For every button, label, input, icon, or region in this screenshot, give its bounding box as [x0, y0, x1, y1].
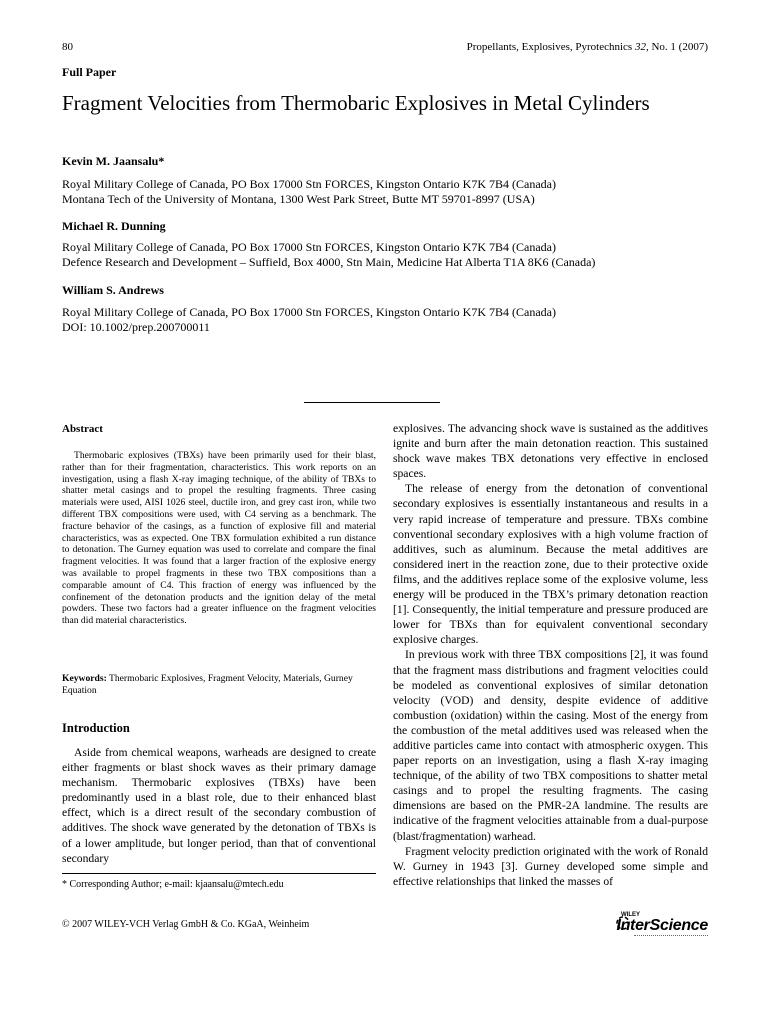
footnote: * Corresponding Author; e-mail: kjaansalu@mtech.edu	[62, 879, 284, 890]
keywords	[62, 673, 376, 697]
keywords-label: Keywords:	[62, 673, 107, 684]
right-column-body	[393, 421, 708, 889]
introduction-heading: Introduction	[62, 721, 130, 735]
affiliation-line: Royal Military College of Canada, PO Box 17000 Stn FORCES, Kingston Ontario K7K 7B4 (Canada)	[62, 177, 556, 191]
introduction-body	[62, 745, 376, 866]
author-name: Michael R. Dunning	[62, 219, 166, 233]
affiliation-line: Montana Tech of the University of Montana, 1300 West Park Street, Butte MT 59701-8997 (USA)	[62, 192, 535, 206]
paper-title: Fragment Velocities from Thermobaric Explosives in Metal Cylinders	[62, 91, 650, 115]
copyright-notice: © 2007 WILEY-VCH Verlag GmbH & Co. KGaA, Weinheim	[62, 919, 310, 930]
journal-issue: , No. 1 (2007)	[645, 41, 708, 53]
author-name: William S. Andrews	[62, 283, 164, 297]
body-paragraph: explosives. The advancing shock wave is sustained as the additives ignite and burn after the main detonation reaction. This sustained shock wave makes TBX detonations very effective in enclosed spaces.	[393, 422, 708, 481]
author-affiliations	[62, 177, 722, 207]
section-divider	[304, 402, 440, 403]
abstract-body	[62, 450, 376, 627]
page-number: 80	[62, 41, 73, 53]
body-paragraph: Fragment velocity prediction originated with the work of Ronald W. Gurney in 1943 [3]. Gurney developed some simple and effective relationships that linked the masses of	[393, 844, 708, 888]
affiliation-line: Defence Research and Development – Suffield, Box 4000, Stn Main, Medicine Hat Alberta T1A 8K6 (Canada)	[62, 255, 596, 269]
publisher-logo	[600, 912, 710, 942]
logo-brand-text: InterScience	[616, 917, 708, 934]
section-label: Full Paper	[62, 65, 117, 79]
affiliation-line: Royal Military College of Canada, PO Box 17000 Stn FORCES, Kingston Ontario K7K 7B4 (Canada)	[62, 305, 556, 319]
abstract-heading: Abstract	[62, 423, 103, 435]
body-paragraph: Aside from chemical weapons, warheads are designed to create either fragments or blast shock waves as their primary damage mechanism. Thermobaric explosives (TBXs) have been predominantly used in a blast role, due to their enhanced blast effect, which is a direct result of the secondary combustion of additives. The shock wave generated by the detonation of TBXs is of a lower amplitude, but longer period, than that of conventional secondary	[62, 746, 376, 865]
journal-volume: 32	[634, 41, 646, 53]
logo-tagline-rule	[634, 935, 708, 939]
affiliation-line: Royal Military College of Canada, PO Box 17000 Stn FORCES, Kingston Ontario K7K 7B4 (Canada)	[62, 240, 556, 254]
doi-line: DOI: 10.1002/prep.200700011	[62, 320, 210, 334]
author-affiliations	[62, 240, 722, 270]
abstract-text: Thermobaric explosives (TBXs) have been primarily used for their blast, rather than for their fragmentation, characteristics. This work reports on an investigation, using a flash X-ray imaging technique, of the ability of TBXs to shatter metal casings and to propel the resulting fragments. Three casing materials were used, AISI 1026 steel, ductile iron, and grey cast iron, while two different TBX compositions were used, with C4 serving as a benchmark. The fracture behavior of the casings, as a function of explosive fill and material characteristics, was as expected. One TBX formulation exhibited a run distance to detonation. The Gurney equation was used to correlate and compare the final fragment velocities. It was found that a larger fraction of the explosive energy was available to propel fragments in these two TBX compositions than a comparable amount of C4. This fraction of energy was influenced by the confinement of the detonation products and the ignition delay of the metal powders. These two factors had a greater influence on the fragment velocities than did material characteristics.	[62, 450, 376, 627]
author-name: Kevin M. Jaansalu*	[62, 154, 165, 168]
author-affiliations	[62, 305, 722, 335]
body-paragraph: The release of energy from the detonation of conventional secondary explosives is essentially instantaneous and results in a very rapid increase of temperature and pressure. TBXs combine conventional secondary explosives with a high volume fraction of additives, such as aluminum. Because the metal additives are considered inert in the reaction zone, due to their protective oxide films, and the additives replace some of the explosive volume, less energy will be produced in the TBX’s primary detonation reaction [1]. Consequently, the initial temperature and pressure produced are lower for TBXs than for equivalent conventional secondary explosive charges.	[393, 482, 708, 647]
logo-small-text: WILEY	[621, 912, 640, 918]
footnote-divider	[62, 873, 376, 874]
keywords-text: Thermobaric Explosives, Fragment Velocity, Materials, Gurney Equation	[62, 673, 353, 696]
journal-citation	[467, 41, 708, 53]
journal-name: Propellants, Explosives, Pyrotechnics	[466, 41, 635, 53]
body-paragraph: In previous work with three TBX compositions [2], it was found that the fragment mass distributions and fragment velocities could be modeled as conventional explosives of similar detonation velocity (VOD) and density, despite evidence of additive combustion (oxidation) within the casing. Most of the energy from the combustion of the metal additives used was released when the additive particles came into contact with atmospheric oxygen. This paper reports on an investigation, using a flash X-ray imaging technique, of the ability of two TBX compositions to shatter metal casings and to propel the resulting fragments. The casing dimensions are based on the PMR-2A landmine. The results are indicative of the fragment velocities attainable from a dual-purpose (blast/fragmentation) warhead.	[393, 648, 708, 843]
